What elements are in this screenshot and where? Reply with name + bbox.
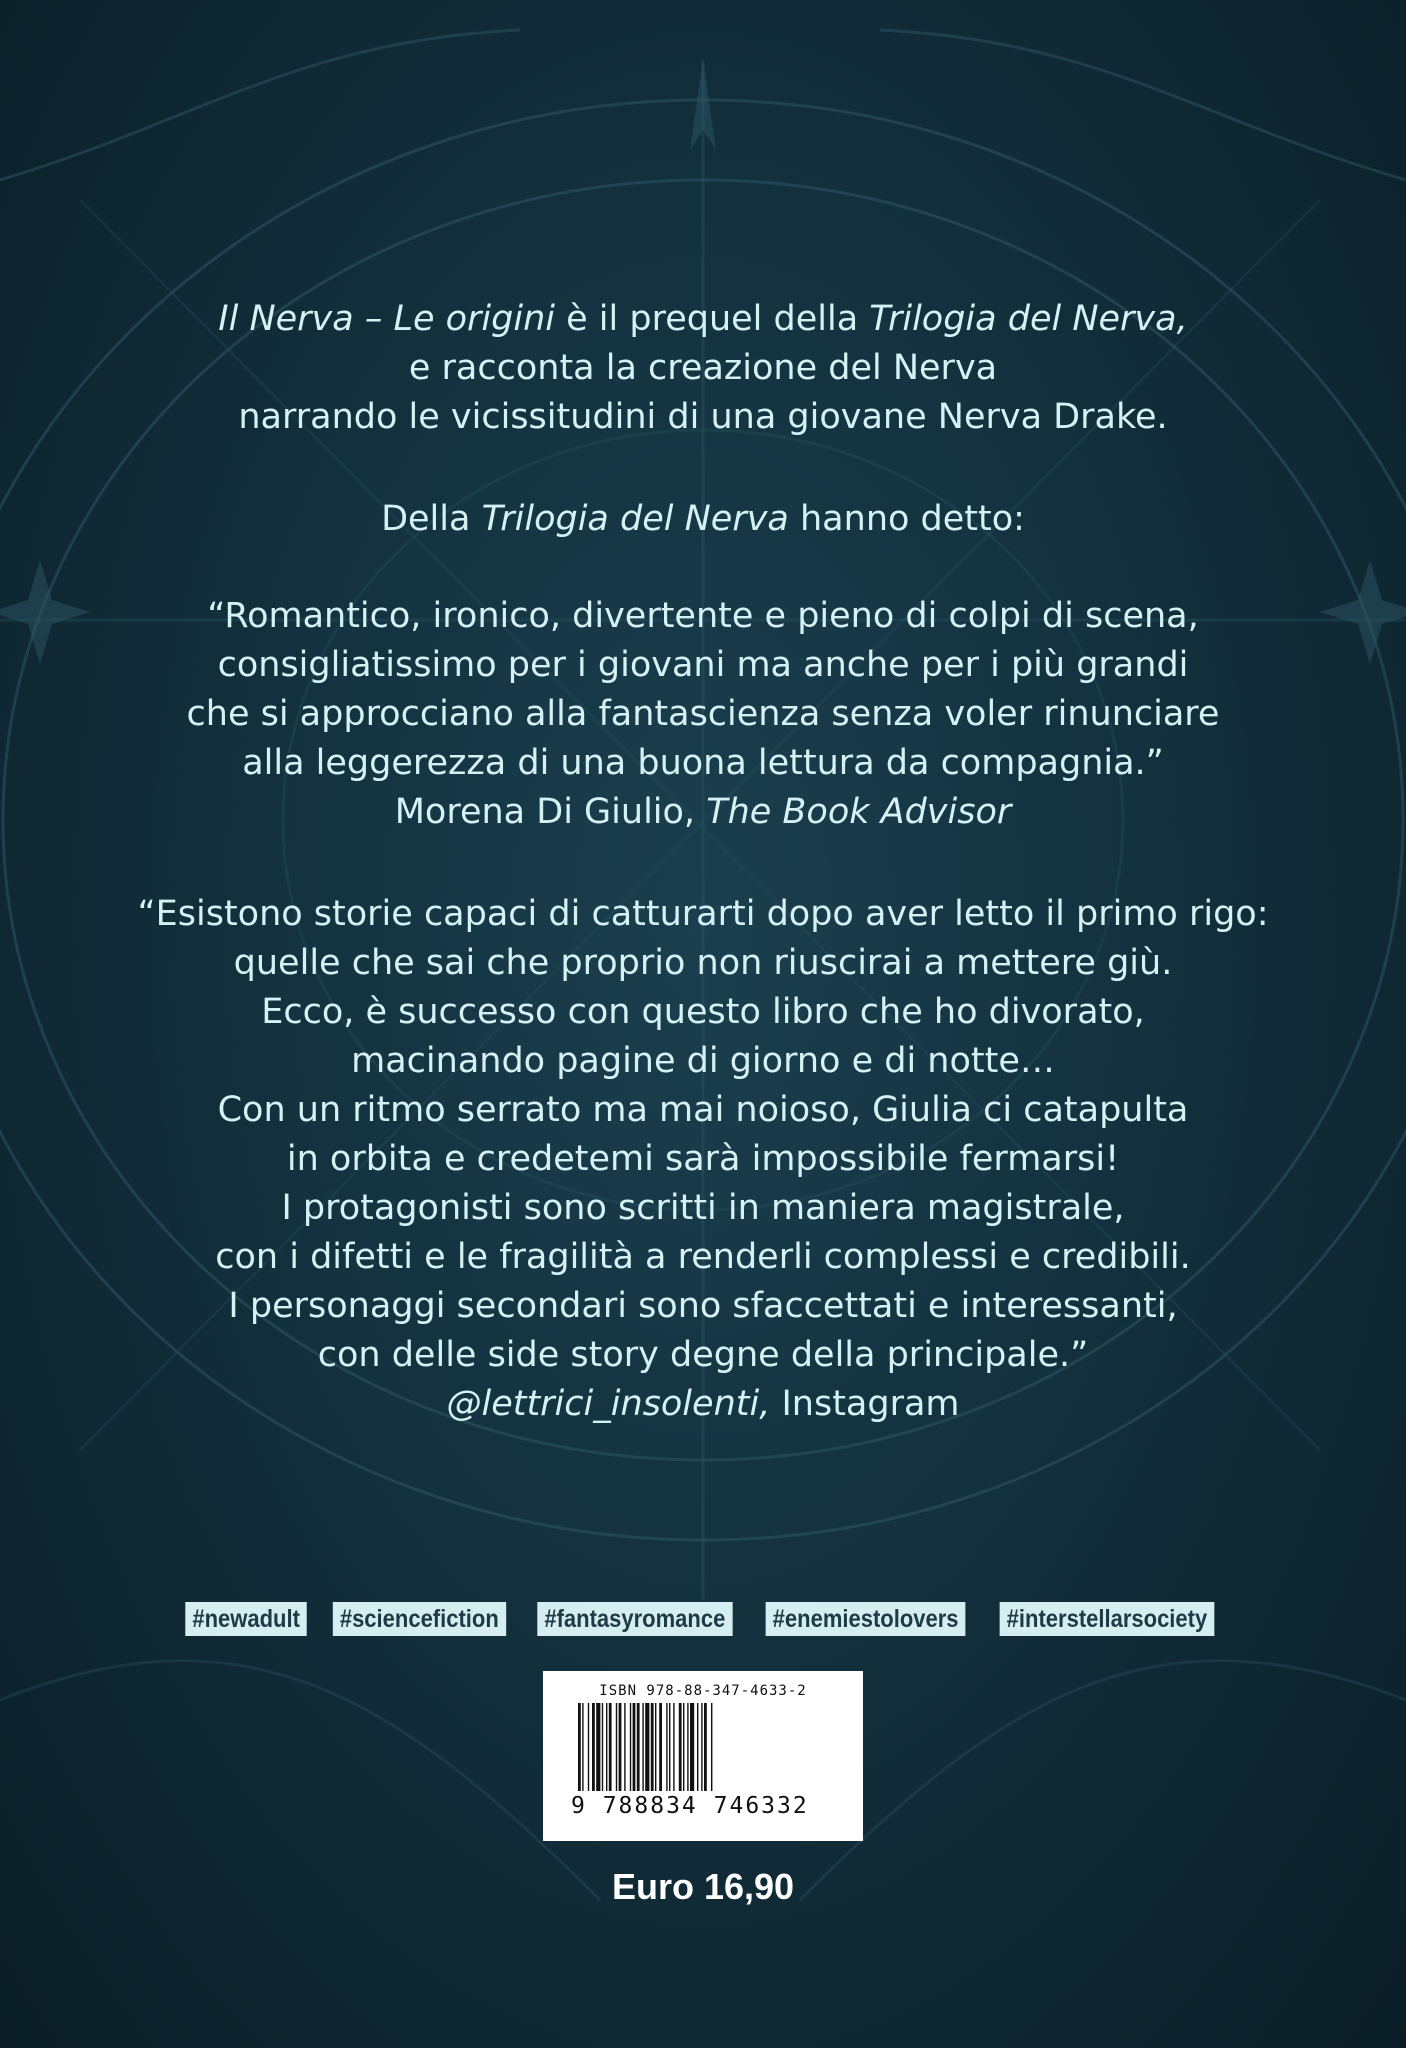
description-text: è il prequel della	[555, 299, 870, 339]
ean-digits: 9 788834 746332	[571, 1793, 809, 1819]
reviews-heading	[100, 495, 1306, 544]
barcode-bar	[701, 1703, 702, 1791]
isbn-barcode	[543, 1671, 863, 1841]
quote-line: con delle side story degne della principale.”	[317, 1335, 1089, 1375]
quote-line: Ecco, è successo con questo libro che ho divorato,	[261, 992, 1145, 1032]
book-description	[100, 295, 1306, 442]
quote-line: con i difetti e le fragilità a renderli complessi e credibili.	[215, 1237, 1191, 1277]
quote-line: macinando pagine di giorno e di notte…	[351, 1041, 1055, 1081]
barcode-bar	[655, 1703, 656, 1791]
heading-prefix: Della	[381, 499, 482, 539]
quote-line: che si approcciano alla fantascienza senza voler rinunciare	[186, 694, 1220, 734]
barcode-bar	[616, 1703, 617, 1791]
description-line-3: narrando le vicissitudini di una giovane Nerva Drake.	[238, 397, 1168, 437]
description-line-2: e racconta la creazione del Nerva	[408, 348, 998, 388]
barcode-bar	[690, 1703, 694, 1791]
barcode-bar	[651, 1703, 654, 1791]
series-title: Trilogia del Nerva,	[869, 299, 1188, 339]
barcode-bar	[630, 1703, 631, 1791]
barcode-bar	[609, 1703, 612, 1791]
barcode-bar	[606, 1703, 607, 1791]
hashtag-list	[0, 1602, 1406, 1636]
quote-line: I protagonisti sono scritti in maniera magistrale,	[281, 1188, 1125, 1228]
barcode-bar	[592, 1703, 595, 1791]
quote-line: “Esistono storie capaci di catturarti dopo aver letto il primo rigo:	[137, 894, 1269, 934]
heading-series-title: Trilogia del Nerva	[481, 499, 789, 539]
barcode-bar	[637, 1703, 640, 1791]
review-source: The Book Advisor	[706, 792, 1012, 832]
star-left	[0, 560, 90, 664]
hashtag: #fantasyromance	[537, 1602, 732, 1636]
barcode-bar	[704, 1703, 707, 1791]
reviewer-name: Morena Di Giulio,	[394, 792, 707, 832]
quote-line: consigliatissimo per i giovani ma anche per i più grandi	[217, 645, 1189, 685]
barcode-bars	[578, 1703, 828, 1798]
barcode-bar	[578, 1703, 581, 1791]
description-line-1	[100, 295, 1306, 344]
barcode-bar	[697, 1703, 698, 1791]
quote-line: in orbita e credetemi sarà impossibile fermarsi!	[286, 1139, 1120, 1179]
barcode-bar	[582, 1703, 583, 1791]
hashtag: #newadult	[185, 1602, 307, 1636]
book-title: Il Nerva – Le origini	[218, 299, 555, 339]
barcode-bar	[683, 1703, 684, 1791]
review-source: Instagram	[770, 1384, 960, 1424]
reviewer-handle: @lettrici_insolenti,	[446, 1384, 771, 1424]
barcode-bar	[666, 1703, 667, 1791]
hashtag: #sciencefiction	[333, 1602, 506, 1636]
barcode-bar	[602, 1703, 603, 1791]
barcode-bar	[588, 1703, 589, 1791]
review-quote-1	[100, 592, 1306, 837]
quote-line: “Romantico, ironico, divertente e pieno di colpi di scena,	[207, 596, 1199, 636]
quote-line: alla leggerezza di una buona lettura da compagnia.”	[242, 743, 1164, 783]
quote-line: quelle che sai che proprio non riuscirai a mettere giù.	[233, 943, 1173, 983]
barcode-bar	[642, 1703, 643, 1791]
quote-attribution	[100, 788, 1306, 837]
barcode-bar	[687, 1703, 688, 1791]
price: Euro 16,90	[611, 1866, 795, 1907]
quote-attribution	[100, 1380, 1306, 1429]
barcode-bar	[619, 1703, 622, 1791]
hashtag: #interstellarsociety	[1000, 1602, 1215, 1636]
barcode-bar	[633, 1703, 636, 1791]
barcode-bar	[659, 1703, 662, 1791]
barcode-bar	[624, 1703, 625, 1791]
barcode-bar	[673, 1703, 674, 1791]
barcode-bar	[596, 1703, 600, 1791]
quote-line: I personaggi secondari sono sfaccettati e interessanti,	[228, 1286, 1178, 1326]
isbn-label: ISBN 978-88-347-4633-2	[599, 1683, 807, 1699]
heading-suffix: hanno detto:	[788, 499, 1025, 539]
quote-line: Con un ritmo serrato ma mai noioso, Giulia ci catapulta	[217, 1090, 1189, 1130]
barcode-bar	[679, 1703, 682, 1791]
review-quote-2	[100, 890, 1306, 1429]
barcode-bar	[645, 1703, 649, 1791]
barcode-bar	[669, 1703, 670, 1791]
barcode-bar	[711, 1703, 712, 1791]
star-right	[1320, 560, 1406, 664]
hashtag: #enemiestolovers	[765, 1602, 965, 1636]
